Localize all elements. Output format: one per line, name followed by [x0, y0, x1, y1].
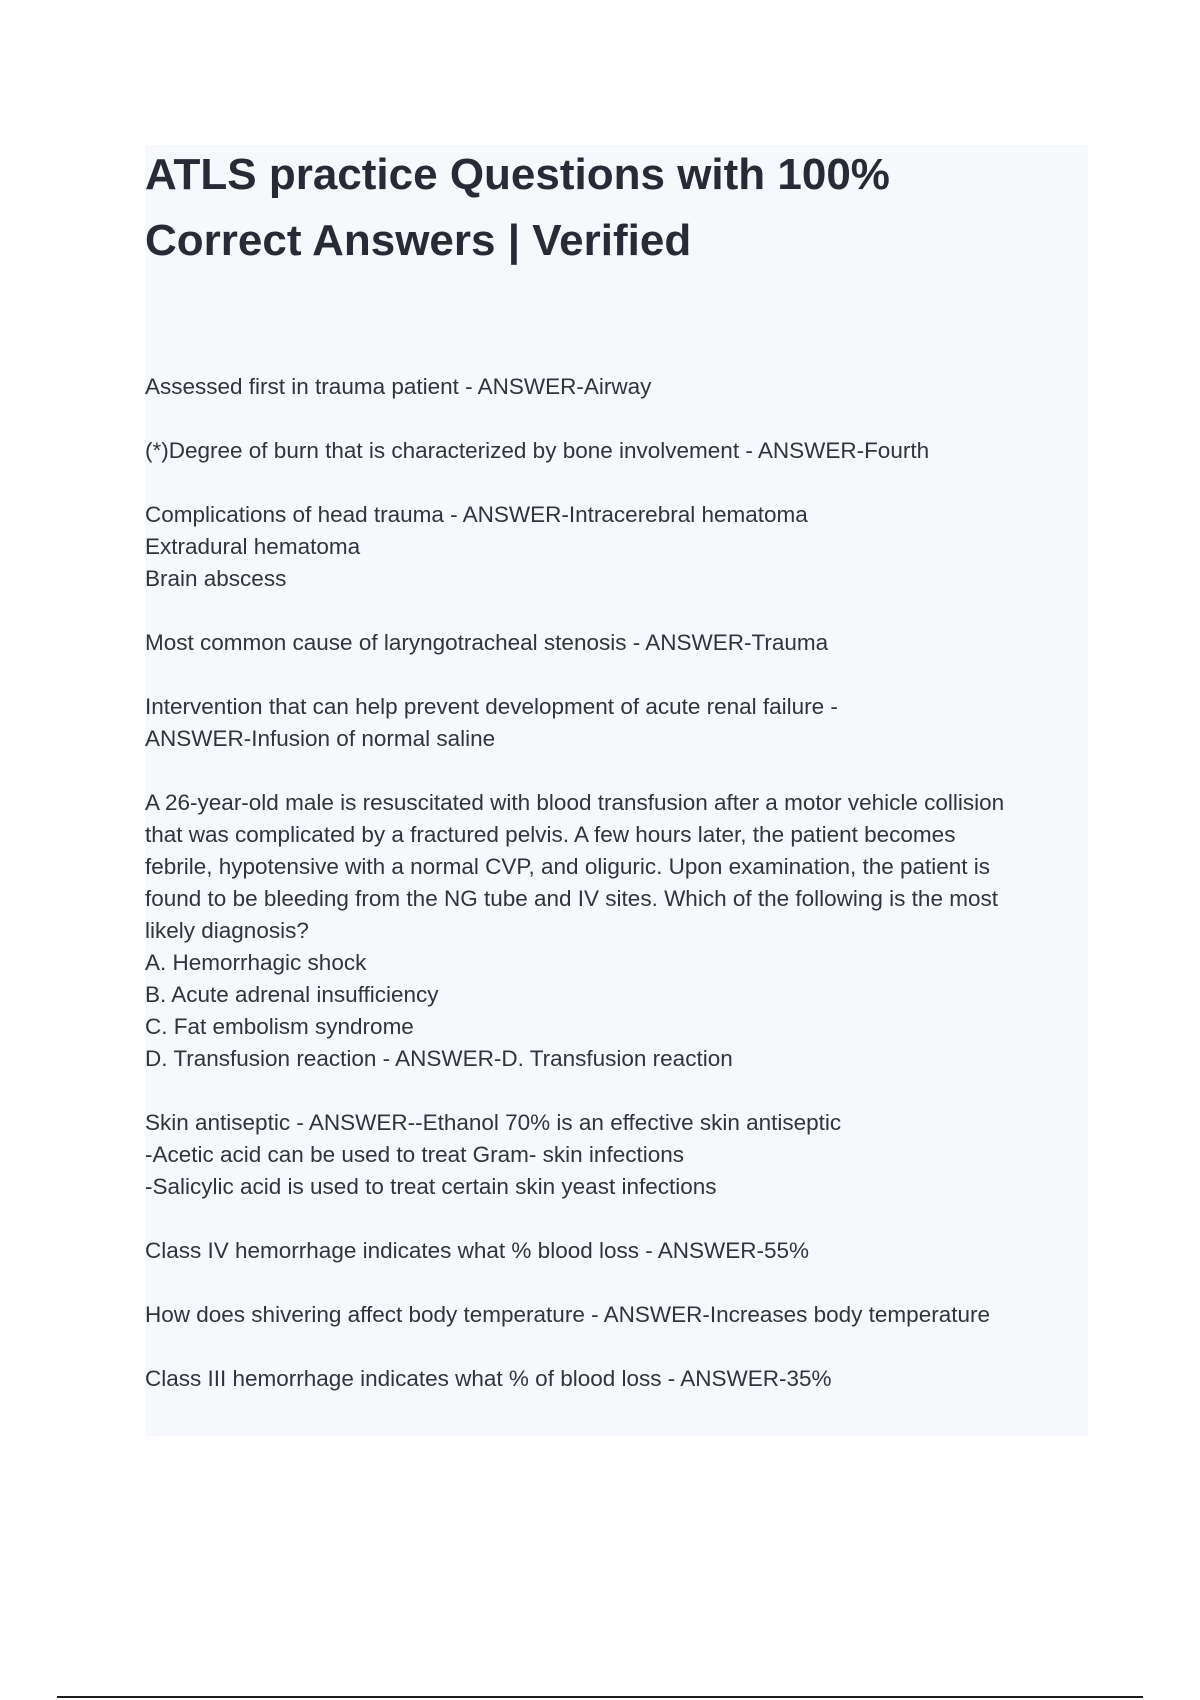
title-line-1: ATLS practice Questions with 100%	[145, 150, 890, 199]
qa-line: febrile, hypotensive with a normal CVP, and oliguric. Upon examination, the patient is	[145, 854, 991, 879]
qa-line: found to be bleeding from the NG tube and IV sites. Which of the following is the most	[145, 886, 998, 911]
qa-option-c: C. Fat embolism syndrome	[145, 1014, 414, 1039]
qa-item	[145, 691, 1085, 755]
qa-item	[145, 787, 1085, 1075]
qa-line: Class IV hemorrhage indicates what % blood loss - ANSWER-55%	[145, 1238, 810, 1263]
qa-item	[145, 1235, 1085, 1267]
qa-line: Brain abscess	[145, 566, 287, 591]
qa-line: A 26-year-old male is resuscitated with blood transfusion after a motor vehicle collision	[145, 790, 1005, 815]
qa-item	[145, 627, 1085, 659]
qa-line: that was complicated by a fractured pelvis. A few hours later, the patient becomes	[145, 822, 956, 847]
qa-line: Complications of head trauma - ANSWER-Intracerebral hematoma	[145, 502, 808, 527]
qa-option-a: A. Hemorrhagic shock	[145, 950, 367, 975]
page-bottom-rule	[57, 1696, 1143, 1698]
qa-line: ANSWER-Infusion of normal saline	[145, 726, 496, 751]
qa-line: Assessed first in trauma patient - ANSWER-Airway	[145, 374, 652, 399]
qa-item	[145, 435, 1085, 467]
qa-option-d: D. Transfusion reaction - ANSWER-D. Transfusion reaction	[145, 1046, 733, 1071]
qa-option-b: B. Acute adrenal insufficiency	[145, 982, 439, 1007]
qa-line: Skin antiseptic - ANSWER--Ethanol 70% is an effective skin antiseptic	[145, 1110, 842, 1135]
qa-line: How does shivering affect body temperature - ANSWER-Increases body temperature	[145, 1302, 990, 1327]
title-line-2: Correct Answers | Verified	[145, 216, 692, 265]
qa-line: likely diagnosis?	[145, 918, 309, 943]
qa-line: (*)Degree of burn that is characterized by bone involvement - ANSWER-Fourth	[145, 438, 930, 463]
document-title	[145, 142, 1045, 274]
qa-item	[145, 1107, 1085, 1203]
qa-item	[145, 371, 1085, 403]
qa-line: Most common cause of laryngotracheal stenosis - ANSWER-Trauma	[145, 630, 829, 655]
qa-item	[145, 1299, 1085, 1331]
qa-line: Extradural hematoma	[145, 534, 361, 559]
qa-line: -Acetic acid can be used to treat Gram- skin infections	[145, 1142, 684, 1167]
qa-list	[145, 371, 1085, 1427]
qa-line: -Salicylic acid is used to treat certain skin yeast infections	[145, 1174, 717, 1199]
qa-item	[145, 1363, 1085, 1395]
qa-line: Intervention that can help prevent development of acute renal failure -	[145, 694, 838, 719]
qa-line: Class III hemorrhage indicates what % of blood loss - ANSWER-35%	[145, 1366, 832, 1391]
qa-item	[145, 499, 1085, 595]
